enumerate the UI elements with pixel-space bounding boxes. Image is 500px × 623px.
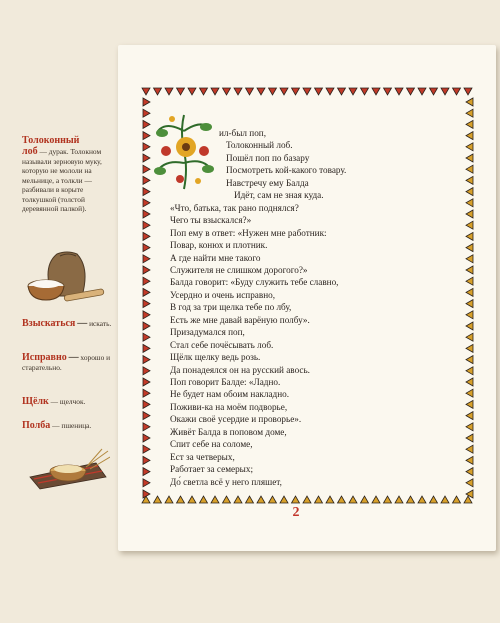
gloss-entry-polba xyxy=(22,420,114,431)
poem-line: Служителя не слишком дорогого?» xyxy=(170,264,308,275)
gloss-term: Взыскаться xyxy=(22,318,76,329)
poem-line: Усердно и очень исправно, xyxy=(170,289,276,300)
poem-line: Чего ты взыскался?» xyxy=(170,215,252,226)
poem-text xyxy=(118,45,496,551)
poem-line: Балда говорит: «Буду служить тебе славно, xyxy=(170,277,339,288)
poem-line: Пошёл поп по базару xyxy=(226,152,310,163)
gloss-term: Щёлк xyxy=(22,396,49,407)
poem-line: Не будет нам обоим накладно. xyxy=(170,389,290,400)
poem-line: До́ светла всё у него пляшет, xyxy=(170,476,282,487)
poem-line: Работает за семерых; xyxy=(170,464,254,475)
poem-line: Есть же мне давай варёную полбу». xyxy=(170,314,310,325)
poem-line: Идёт, сам не зная куда. xyxy=(234,190,324,201)
poem-line: Живёт Балда в поповом доме, xyxy=(170,426,287,437)
gloss-entry-schelk xyxy=(22,396,114,407)
poem-line: Посмотреть кой-какого товару. xyxy=(226,165,347,176)
poem-line: Окажи своё усердие и проворье». xyxy=(170,414,302,425)
poem-line: В год за три щелка тебе по лбу, xyxy=(170,302,292,313)
poem-line: Спит себе на соломе, xyxy=(170,439,253,450)
poem-line: Толоконный лоб. xyxy=(226,140,293,151)
gloss-term: Толоконный xyxy=(22,135,80,146)
gloss-dash: — xyxy=(68,352,79,363)
poem-line: Щёлк щелку ведь розь. xyxy=(170,352,261,363)
gloss-dash: — xyxy=(77,318,88,329)
gloss-entry-tolokonny xyxy=(22,135,114,213)
gloss-term: Полба xyxy=(22,420,51,431)
poem-line: Повар, конюх и плотник. xyxy=(170,240,268,251)
gloss-definition: — дурак. Толокном называли зерновую муку, которую не мололи на мельнице, а толкли — разбивали в корыте толкушкой (толстой деревянной палкой). xyxy=(22,147,102,214)
page-number: 2 xyxy=(292,505,300,520)
poem-line: Поп ему в ответ: «Нужен мне работник: xyxy=(170,227,327,238)
poem-line: «Что, батька, так рано поднялся? xyxy=(170,202,299,213)
wheat-bowl-illustration xyxy=(26,447,110,491)
gloss-definition: хорошо и старательно. xyxy=(22,353,111,372)
gloss-definition: — щелчок. xyxy=(50,397,86,406)
gloss-definition: — пшеница. xyxy=(52,421,92,430)
flour-sack-illustration xyxy=(22,246,112,306)
gloss-definition: искать. xyxy=(89,319,112,328)
poem-line: Поп говорит Балде: «Ладно. xyxy=(170,377,281,387)
gloss-entry-vzyskatsya xyxy=(22,318,114,329)
poem-line: Да понадеялся он на русский авось. xyxy=(170,364,310,375)
poem-line: Навстречу ему Балда xyxy=(226,177,309,188)
gloss-term: Исправно xyxy=(22,352,67,363)
gloss-entry-ispravno xyxy=(22,352,114,372)
poem-line: Призадумался поп, xyxy=(170,327,245,338)
poem-line: Поживи-ка на моём подворье, xyxy=(170,401,288,412)
poem-line: Ест за четверых, xyxy=(170,451,235,462)
glossary-sidebar xyxy=(0,0,118,623)
book-page xyxy=(118,45,496,551)
poem-line: А где найти мне такого xyxy=(170,252,261,263)
poem-line: ил-был поп, xyxy=(219,128,267,138)
gloss-term: лоб xyxy=(22,146,38,157)
poem-line: Стал себе почёсывать лоб. xyxy=(170,339,274,350)
